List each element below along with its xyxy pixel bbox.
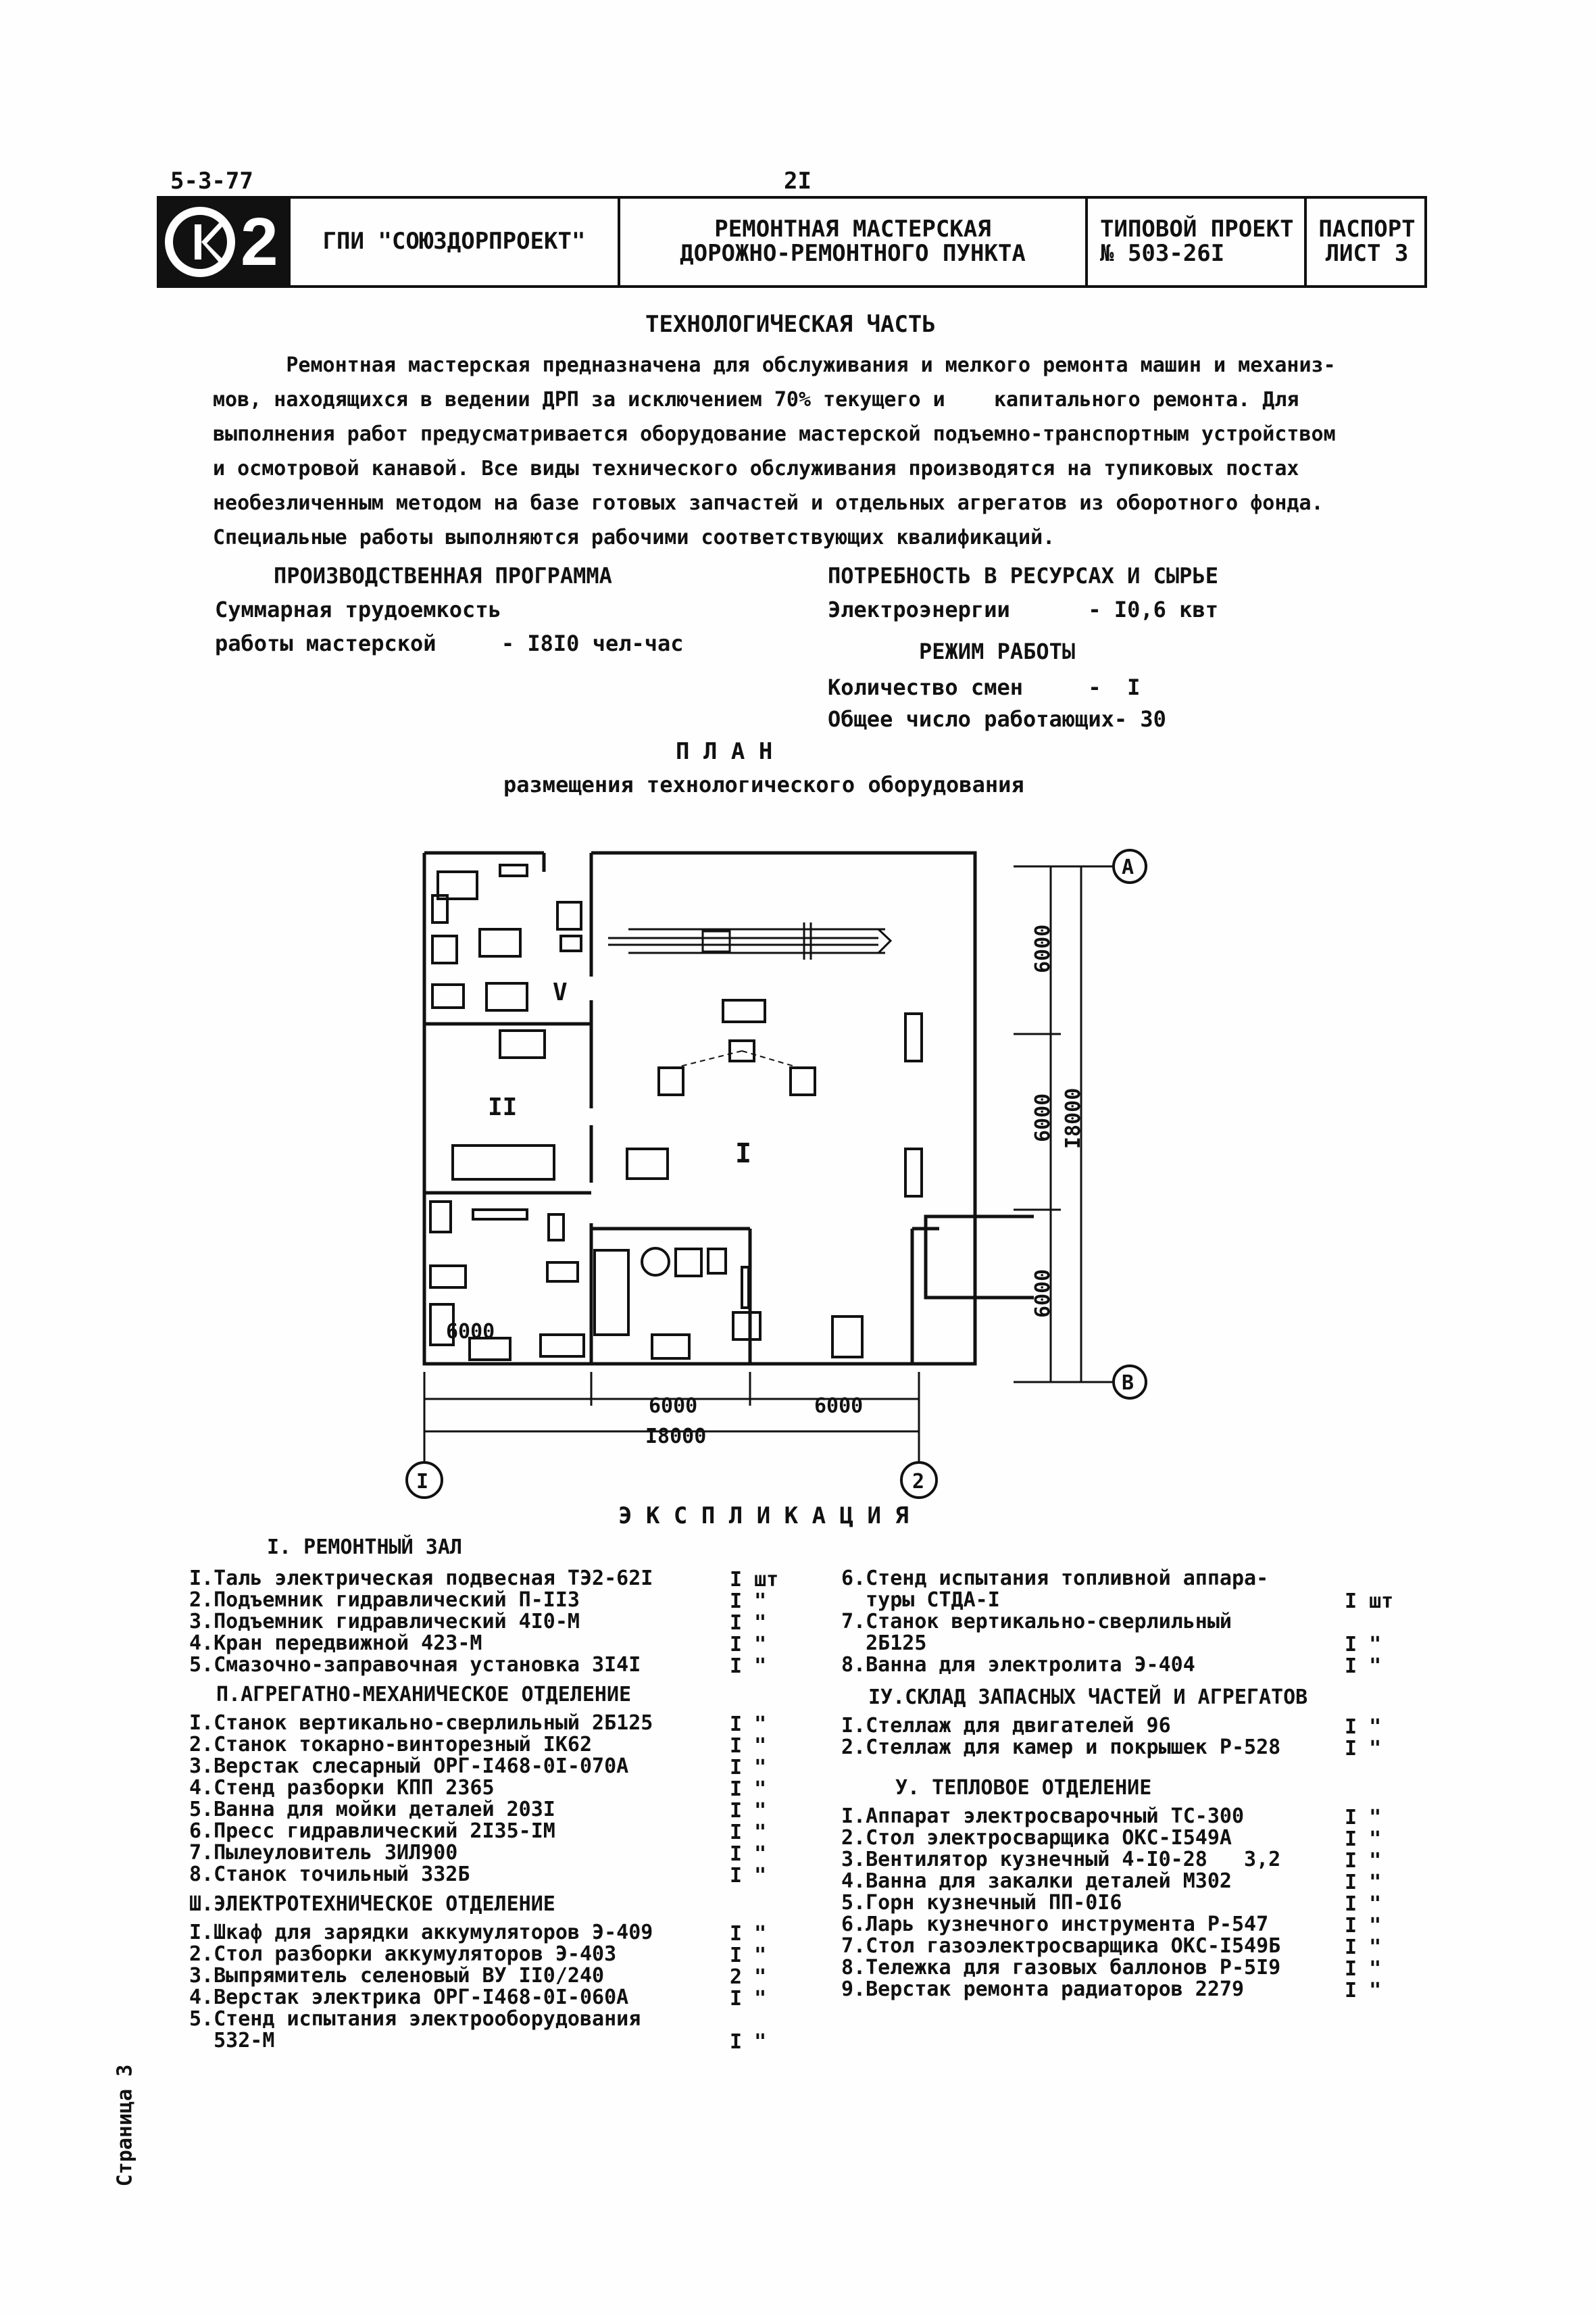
quantity: I " [730, 1922, 767, 1946]
explication-item: 5.Стенд испытания электрооборудования [189, 2007, 641, 2031]
section-title: ТЕХНОЛОГИЧЕСКАЯ ЧАСТЬ [645, 311, 936, 338]
section-title: IУ.СКЛАД ЗАПАСНЫХ ЧАСТЕЙ И АГРЕГАТОВ [868, 1685, 1308, 1709]
project-number-cell [1085, 199, 1304, 285]
explication-item: 7.Стол газоэлектросварщика ОКС-I549Б [841, 1934, 1281, 1958]
quantity: I " [1345, 1871, 1382, 1894]
dim-total-vertical: I8000 [1062, 1087, 1085, 1149]
explication-item: I.Станок вертикально-сверлильный 2Б125 [189, 1711, 653, 1735]
room-label: V [553, 979, 568, 1006]
explication-item: 2.Подъемник гидравлический П-II3 [189, 1588, 580, 1612]
margin-note: Страница 3 [113, 2064, 137, 2187]
explication-item: 3.Подъемник гидравлический 4I0-М [189, 1610, 580, 1633]
dim-label: 6000 [649, 1394, 698, 1418]
paragraph-line: выполнения работ предусматривается оборудование мастерской подъемно-транспортным устройством [213, 422, 1336, 446]
title-block [157, 196, 1427, 288]
quantity: I " [730, 1799, 767, 1823]
explication-item: 5.Горн кузнечный ПП-0I6 [841, 1891, 1122, 1915]
explication-item: 8.Тележка для газовых баллонов Р-5I9 [841, 1956, 1281, 1979]
quantity: I " [1345, 1827, 1382, 1851]
dim-label: 6000 [814, 1394, 864, 1418]
explication-item: 2.Стеллаж для камер и покрышек Р-528 [841, 1736, 1281, 1759]
quantity: I " [1345, 1914, 1382, 1938]
explication-item: 6.Ларь кузнечного инструмента Р-547 [841, 1913, 1269, 1936]
logo-digit: 2 [241, 203, 278, 280]
org-name: ГПИ "СОЮЗДОРПРОЕКТ" [322, 228, 586, 255]
room-label: I [735, 1138, 752, 1169]
paragraph [213, 348, 1336, 555]
plan-title: П Л А Н [676, 738, 773, 765]
explication-item: 7.Станок вертикально-сверлильный [841, 1610, 1232, 1633]
quantity: I " [730, 1654, 767, 1678]
quantity: I " [730, 1633, 767, 1656]
floor-plan [378, 838, 1189, 1514]
explication-item: 6.Пресс гидравлический 2I35-IМ [189, 1819, 555, 1843]
quantity: I " [730, 1864, 767, 1888]
explication-item: 2Б125 [841, 1631, 927, 1655]
program-line1: Суммарная трудоемкость [215, 597, 501, 622]
explication-item: 9.Верстак ремонта радиаторов 2279 [841, 1977, 1245, 2001]
resources-line1: Электроэнергии - I0,6 квт [828, 597, 1218, 622]
explication-right-column [841, 1568, 1422, 2115]
quantity: I " [730, 1777, 767, 1801]
resources-title: ПОТРЕБНОСТЬ В РЕСУРСАХ И СЫРЬЕ [828, 563, 1218, 589]
dimension-lines [424, 866, 1115, 1467]
sheet-cell [1304, 199, 1427, 285]
quantity: I " [730, 1756, 767, 1779]
explication-item: 2.Стол разборки аккумуляторов Э-403 [189, 1942, 617, 1966]
org-cell [288, 199, 618, 285]
quantity: I " [1345, 1849, 1382, 1873]
quantity: I " [1345, 1979, 1382, 2002]
explication-item: туры СТДА-I [841, 1588, 1000, 1612]
dim-total-label: I8000 [645, 1425, 707, 1448]
logo [159, 199, 288, 285]
explication-left-column [189, 1568, 784, 2115]
title-line1: РЕМОНТНАЯ МАСТЕРСКАЯ [714, 216, 991, 243]
mode-line2: Общее число работающих- 30 [828, 706, 1166, 732]
quantity: I " [730, 1842, 767, 1866]
paragraph-line: необезличенным методом на базе готовых запчастей и отдельных агрегатов из оборотного фонда. [213, 491, 1324, 515]
explication-item: 532-М [189, 2029, 275, 2052]
axis-label: А [1122, 856, 1134, 879]
paragraph-line: и осмотровой канавой. Все виды технического обслуживания производятся на тупиковых постах [213, 457, 1299, 481]
quantity: I " [1345, 1957, 1382, 1981]
explication-item: 4.Ванна для закалки деталей М302 [841, 1869, 1232, 1893]
section1-title: I. РЕМОНТНЫЙ ЗАЛ [267, 1535, 462, 1559]
quantity: I " [730, 1734, 767, 1758]
explication-item: I.Стеллаж для двигателей 96 [841, 1714, 1171, 1738]
project-title-cell [618, 199, 1085, 285]
program-line2: работы мастерской - I8I0 чел-час [215, 631, 684, 656]
dim-label: 6000 [446, 1320, 495, 1344]
quantity: I " [1345, 1936, 1382, 1959]
axis-label: В [1122, 1371, 1134, 1395]
plan-subtitle: размещения технологического оборудования [503, 772, 1024, 797]
section-title: П.АГРЕГАТНО-МЕХАНИЧЕСКОЕ ОТДЕЛЕНИЕ [216, 1683, 632, 1706]
crane-rail [608, 922, 891, 960]
quantity: I " [730, 2030, 767, 2054]
paragraph-line: мов, находящихся в ведении ДРП за исключением 70% текущего и капитального ремонта. Для [213, 388, 1299, 412]
quantity: I " [1345, 1633, 1382, 1656]
explication-item: I.Таль электрическая подвесная ТЭ2-62I [189, 1567, 653, 1590]
project-line1: ТИПОВОЙ ПРОЕКТ [1100, 216, 1294, 243]
explication-item: 3.Выпрямитель селеновый ВУ II0/240 [189, 1964, 605, 1988]
quantity: I " [730, 1713, 767, 1736]
axis-label: I [416, 1470, 429, 1494]
room-label: II [488, 1093, 518, 1121]
quantity: I " [1345, 1806, 1382, 1829]
quantity: I " [730, 1944, 767, 1967]
explication-item: 4.Стенд разборки КПП 2365 [189, 1776, 495, 1800]
quantity: I " [730, 1821, 767, 1844]
plan-labels [416, 856, 1134, 1494]
sheet-line1: ПАСПОРТ [1318, 216, 1416, 243]
explication-item: 8.Ванна для электролита Э-404 [841, 1653, 1195, 1677]
dim-label-vertical: 6000 [1031, 1093, 1055, 1142]
quantity: I " [1345, 1715, 1382, 1739]
quantity: I " [730, 1590, 767, 1613]
explication-item: 8.Станок точильный 332Б [189, 1863, 470, 1886]
quantity: I " [1345, 1654, 1382, 1678]
explication-item: 2.Стол электросварщика ОКС-I549А [841, 1826, 1232, 1850]
mode-title: РЕЖИМ РАБОТЫ [919, 639, 1076, 664]
logo-ck-icon [159, 201, 241, 282]
page-number: 2I [784, 168, 812, 195]
section-title: У. ТЕПЛОВОЕ ОТДЕЛЕНИЕ [895, 1776, 1152, 1800]
margin-note-wrap [111, 2014, 139, 2237]
explication-item: 5.Ванна для мойки деталей 203I [189, 1798, 555, 1821]
explication-item: I.Аппарат электросварочный ТС-300 [841, 1804, 1245, 1828]
explication-item: 4.Кран передвижной 423-М [189, 1631, 482, 1655]
program-title: ПРОИЗВОДСТВЕННАЯ ПРОГРАММА [274, 563, 612, 589]
paragraph-line: Ремонтная мастерская предназначена для обслуживания и мелкого ремонта машин и механиз- [213, 353, 1336, 377]
explication-item: 6.Стенд испытания топливной аппара- [841, 1567, 1269, 1590]
quantity: I " [730, 1987, 767, 2011]
quantity: I " [730, 1611, 767, 1635]
document-code: 5-3-77 [170, 168, 253, 195]
explication-item: 7.Пылеуловитель ЗИЛ900 [189, 1841, 458, 1865]
explication-item: 3.Верстак слесарный ОРГ-I468-0I-070А [189, 1754, 629, 1778]
sheet-line2: ЛИСТ 3 [1325, 240, 1409, 267]
explication-title: Э К С П Л И К А Ц И Я [618, 1502, 909, 1529]
explication-item: 3.Вентилятор кузнечный 4-I0-28 3,2 [841, 1848, 1281, 1871]
explication-item: 2.Станок токарно-винторезный IК62 [189, 1733, 593, 1756]
paragraph-line: Специальные работы выполняются рабочими соответствующих квалификаций. [213, 526, 1055, 549]
quantity: I " [1345, 1737, 1382, 1761]
section-title: Ш.ЭЛЕКТРОТЕХНИЧЕСКОЕ ОТДЕЛЕНИЕ [189, 1892, 555, 1916]
explication-item: 5.Смазочно-заправочная установка 3I4I [189, 1653, 641, 1677]
axis-label: 2 [912, 1470, 925, 1494]
project-line2: № 503-26I [1100, 240, 1225, 267]
dim-label-vertical: 6000 [1031, 924, 1055, 973]
dim-label-vertical: 6000 [1031, 1269, 1055, 1318]
quantity: I шт [730, 1568, 779, 1592]
mode-line1: Количество смен - I [828, 674, 1141, 700]
quantity: 2 " [730, 1965, 767, 1989]
title-line2: ДОРОЖНО-РЕМОНТНОГО ПУНКТА [680, 240, 1026, 267]
quantity: I " [1345, 1892, 1382, 1916]
explication-item: 4.Верстак электрика ОРГ-I468-0I-060А [189, 1986, 629, 2009]
explication-item: I.Шкаф для зарядки аккумуляторов Э-409 [189, 1921, 653, 1944]
quantity: I шт [1345, 1590, 1394, 1613]
